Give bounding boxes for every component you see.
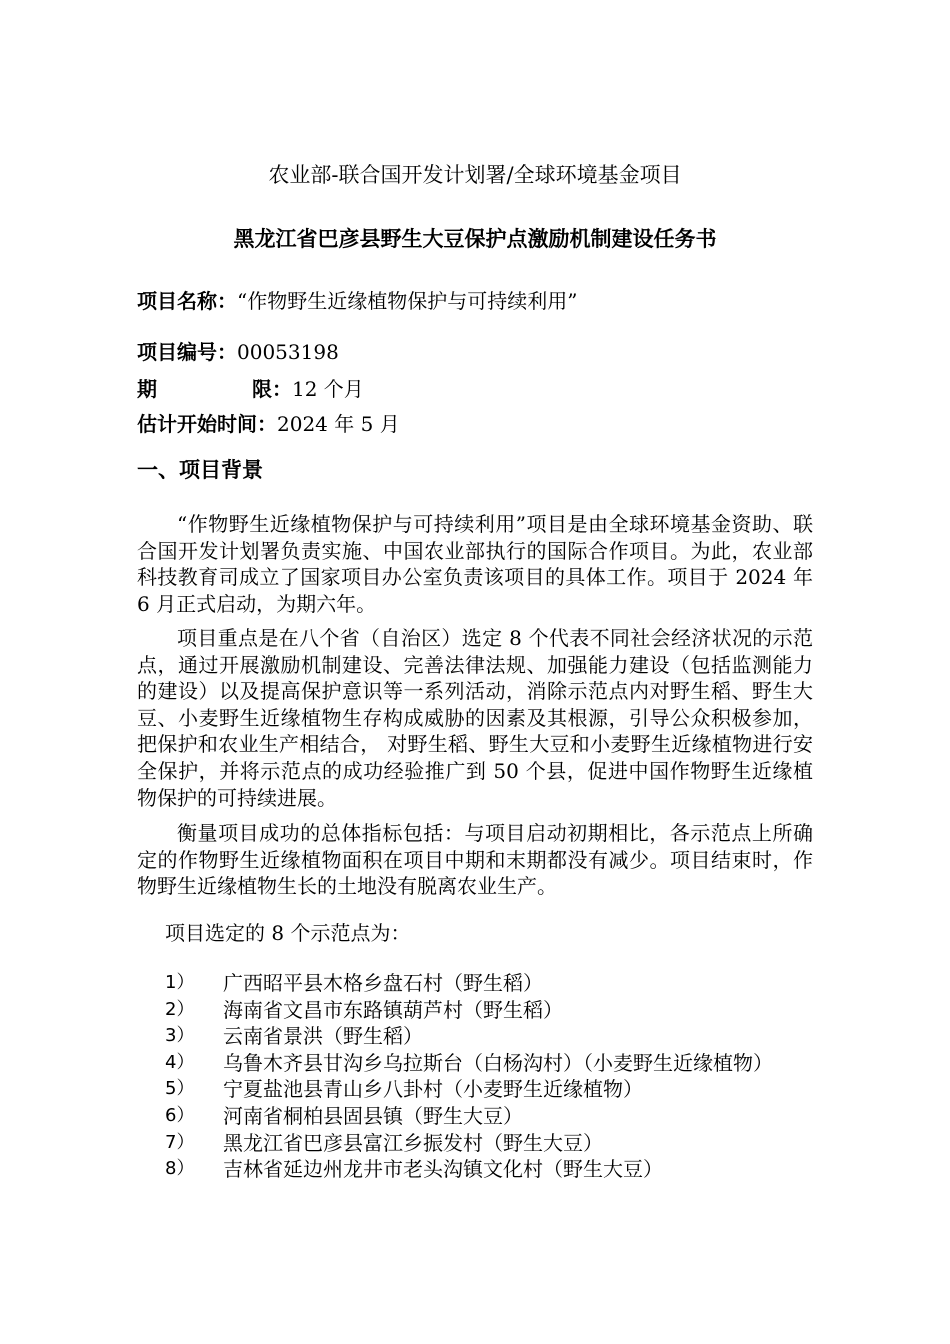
program-header: 农业部-联合国开发计划署/全球环境基金项目 <box>268 163 682 187</box>
list-item <box>165 1130 815 1157</box>
list-item-text: 黑龙江省巴彦县富江乡振发村（野生大豆） <box>223 1130 603 1155</box>
background-paragraph-3: 衡量项目成功的总体指标包括：与项目启动初期相比，各示范点上所确定的作物野生近缘植物面积在项目中期和末期都没有减少。项目结束时，作物野生近缘植物生长的土地没有脱离农业生产。 <box>137 821 813 899</box>
list-item-text: 广西昭平县木格乡盘石村（野生稻） <box>223 971 543 995</box>
list-item <box>165 970 815 997</box>
start-time-label: 估计开始时间： <box>137 412 277 436</box>
list-item-text: 河南省桐柏县固县镇（野生大豆） <box>223 1103 523 1128</box>
sites-intro: 项目选定的 8 个示范点为： <box>165 921 411 945</box>
list-item-number: 3） <box>165 1025 195 1047</box>
list-item-number: 1） <box>165 972 195 993</box>
list-item-text: 乌鲁木齐县甘沟乡乌拉斯台（白杨沟村）（小麦野生近缘植物） <box>223 1050 773 1075</box>
demo-sites-list <box>165 970 815 1183</box>
period-label-part1: 期 <box>137 377 157 401</box>
background-paragraph-1: “作物野生近缘植物保护与可持续利用”项目是由全球环境基金资助、联合国开发计划署负责实施、中国农业部执行的国际合作项目。为此，农业部科技教育司成立了国家项目办公室负责该项目的具体工作。项目于 2024 年 6 月正式启动，为期六年。 <box>137 512 813 616</box>
section-heading-background: 一、项目背景 <box>137 458 263 482</box>
project-period-value: 12 个月 <box>292 377 364 401</box>
list-item-number: 6） <box>165 1104 195 1126</box>
period-label-part2: 限： <box>252 377 292 401</box>
project-period-label <box>137 374 292 404</box>
project-name-label: 项目名称： <box>137 289 237 313</box>
project-name-field <box>137 286 577 316</box>
list-item <box>165 1076 815 1103</box>
start-time-field <box>137 409 400 439</box>
list-item-text: 海南省文昌市东路镇葫芦村（野生稻） <box>223 997 563 1022</box>
list-item <box>165 1156 815 1183</box>
project-code-field <box>137 337 339 367</box>
project-period-field <box>137 374 364 404</box>
list-item <box>165 997 815 1024</box>
list-item <box>165 1023 815 1050</box>
list-item <box>165 1050 815 1077</box>
list-item-text: 云南省景洪（野生稻） <box>223 1024 423 1049</box>
project-code-label: 项目编号： <box>137 340 237 364</box>
start-time-value: 2024 年 5 月 <box>277 412 400 436</box>
list-item <box>165 1103 815 1130</box>
list-item-number: 5） <box>165 1078 195 1100</box>
list-item-text: 宁夏盐池县青山乡八卦村（小麦野生近缘植物） <box>223 1077 643 1102</box>
list-item-number: 2） <box>165 998 195 1020</box>
list-item-number: 8） <box>165 1158 195 1180</box>
project-name-value: “作物野生近缘植物保护与可持续利用” <box>237 289 578 313</box>
list-item-number: 7） <box>165 1131 195 1153</box>
background-paragraph-2: 项目重点是在八个省（自治区）选定 8 个代表不同社会经济状况的示范点，通过开展激励机制建设、完善法律法规、加强能力建设（包括监测能力的建设）以及提高保护意识等一系列活动，消除示范点内对野生稻、野生大豆、小麦野生近缘植物生存构成威胁的因素及其根源，引导公众积极参加，把保护和农业生产相结合， 对野生稻、野生大豆和小麦野生近缘植物进行安全保护，并将示范点的成功经验推广到 50 个县，促进中国作物野生近缘植物保护的可持续进展。 <box>137 626 813 810</box>
list-item-text: 吉林省延边州龙井市老头沟镇文化村（野生大豆） <box>223 1157 663 1182</box>
document-title: 黑龙江省巴彦县野生大豆保护点激励机制建设任务书 <box>233 227 717 251</box>
list-item-number: 4） <box>165 1051 195 1073</box>
project-code-value: 00053198 <box>237 340 339 364</box>
